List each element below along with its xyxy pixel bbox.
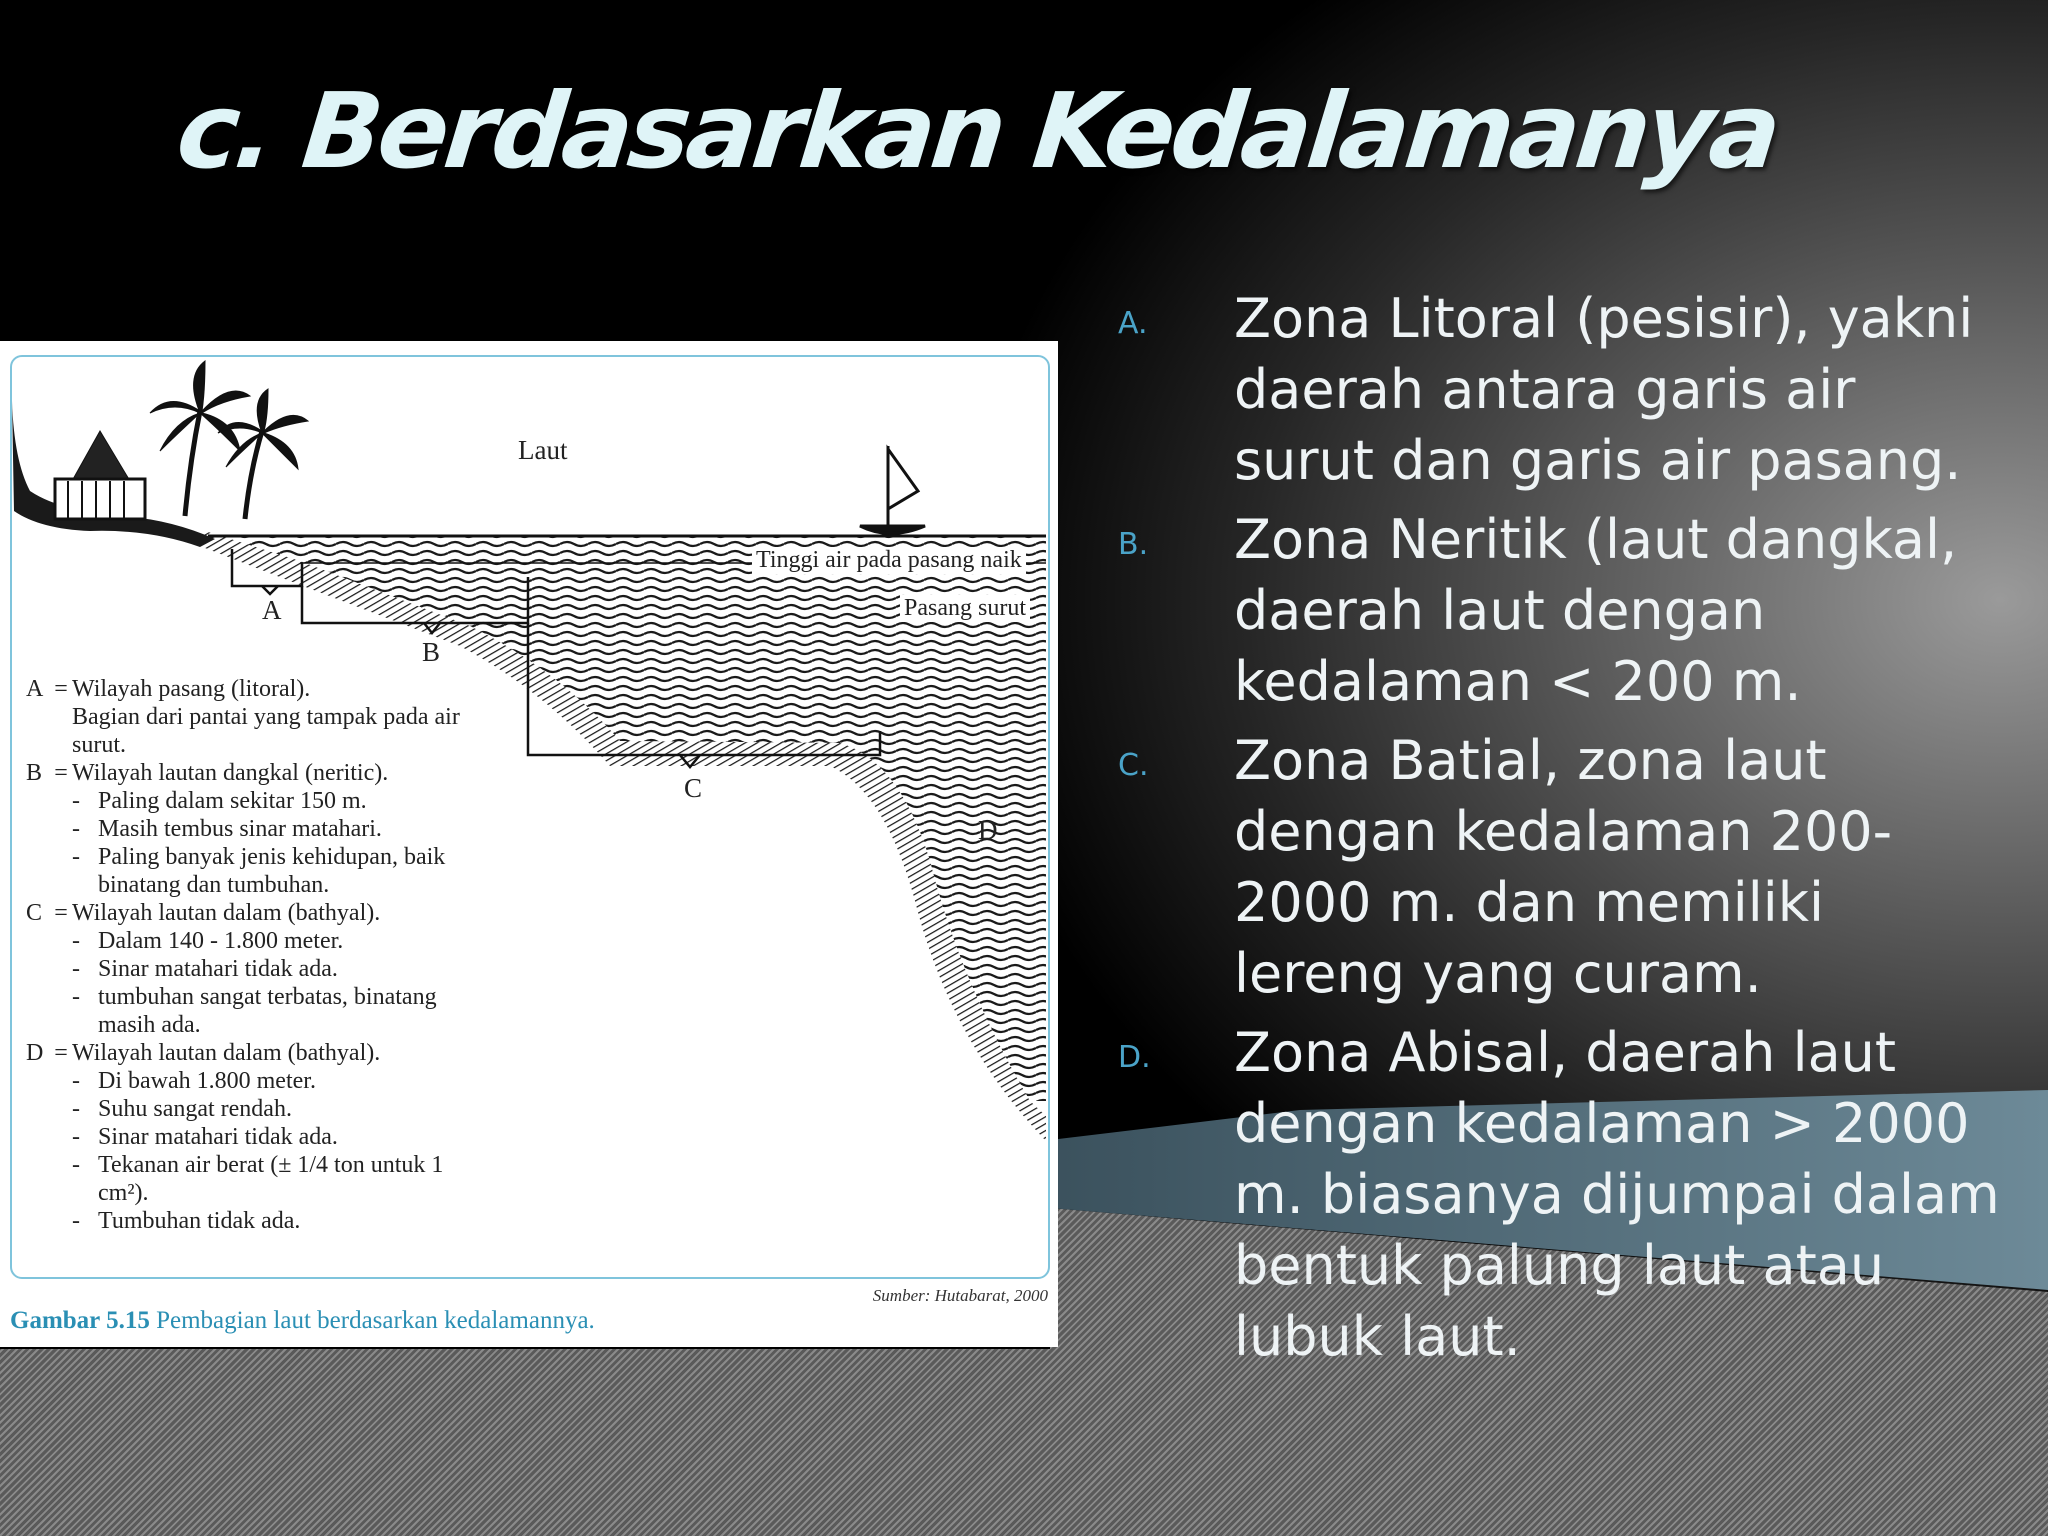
label-zone-d: D xyxy=(978,815,998,845)
legend-line: Bagian dari pantai yang tampak pada air xyxy=(72,704,460,730)
legend-equals: = xyxy=(54,900,68,926)
legend-item: - Paling dalam sekitar 150 m. xyxy=(72,788,367,814)
legend-entry-c xyxy=(26,899,506,1039)
list-text: Zona Litoral (pesisir), yakni daerah antara garis air surut dan garis air pasang. xyxy=(1234,287,1974,492)
legend-line: Wilayah lautan dangkal (neritic). xyxy=(72,760,389,786)
figure-legend xyxy=(26,675,506,1235)
legend-key: C xyxy=(26,900,43,926)
legend-item: - Sinar matahari tidak ada. xyxy=(72,956,338,982)
legend-line: Wilayah pasang (litoral). xyxy=(72,676,311,702)
legend-item: - tumbuhan sangat terbatas, binatang xyxy=(72,984,437,1010)
figure-caption xyxy=(10,1307,595,1335)
list-item xyxy=(1110,725,2010,1009)
legend-key: D xyxy=(26,1040,44,1066)
legend-item: - Di bawah 1.800 meter. xyxy=(72,1068,316,1094)
legend-item: cm²). xyxy=(98,1180,149,1206)
label-low-tide: Pasang surut xyxy=(900,595,1030,622)
figure-source: Sumber: Hutabarat, 2000 xyxy=(872,1286,1048,1305)
legend-equals: = xyxy=(54,760,68,786)
legend-item: binatang dan tumbuhan. xyxy=(98,872,330,898)
legend-item: - Paling banyak jenis kehidupan, baik xyxy=(72,844,446,870)
label-zone-c: C xyxy=(684,773,703,803)
legend-item: - Tumbuhan tidak ada. xyxy=(72,1208,301,1234)
list-item xyxy=(1110,1017,2010,1372)
label-laut: Laut xyxy=(518,435,568,465)
legend-item: - Sinar matahari tidak ada. xyxy=(72,1124,338,1150)
list-marker: B. xyxy=(1118,527,1149,562)
legend-line: surut. xyxy=(72,732,126,758)
hut xyxy=(55,431,145,519)
legend-item: - Masih tembus sinar matahari. xyxy=(72,816,382,842)
list-marker: A. xyxy=(1118,306,1148,341)
legend-item: - Suhu sangat rendah. xyxy=(72,1096,292,1122)
list-text: Zona Batial, zona laut dengan kedalaman 200-2000 m. dan memiliki lereng yang curam. xyxy=(1234,729,1893,1005)
slide-title: c. Berdasarkan Kedalamanya xyxy=(171,70,1783,192)
legend-key: B xyxy=(26,760,43,786)
zone-list xyxy=(1110,283,2010,1380)
legend-key: A xyxy=(26,676,44,702)
legend-entry-b xyxy=(26,759,506,899)
list-text: Zona Abisal, daerah laut dengan kedalaman > 2000 m. biasanya dijumpai dalam bentuk palung laut atau lubuk laut. xyxy=(1234,1021,2000,1368)
legend-item: - Tekanan air berat (± 1/4 ton untuk 1 xyxy=(72,1152,444,1178)
legend-line: Wilayah lautan dalam (bathyal). xyxy=(72,900,381,926)
list-item xyxy=(1110,283,2010,496)
sailboat xyxy=(860,446,925,534)
label-high-tide: Tinggi air pada pasang naik xyxy=(752,547,1026,574)
caption-number: Gambar 5.15 xyxy=(10,1307,150,1334)
legend-item: masih ada. xyxy=(98,1012,201,1038)
list-marker: C. xyxy=(1118,748,1149,783)
list-text: Zona Neritik (laut dangkal, daerah laut dengan kedalaman < 200 m. xyxy=(1234,508,1958,713)
legend-equals: = xyxy=(54,1040,68,1066)
palm-trees xyxy=(150,361,308,519)
legend-entry-d xyxy=(26,1039,506,1235)
caption-text: Pembagian laut berdasarkan kedalamannya. xyxy=(156,1307,595,1334)
legend-entry-a xyxy=(26,675,506,759)
list-marker: D. xyxy=(1118,1040,1151,1075)
legend-line: Wilayah lautan dalam (bathyal). xyxy=(72,1040,381,1066)
legend-equals: = xyxy=(54,676,68,702)
list-item xyxy=(1110,504,2010,717)
label-zone-b: B xyxy=(422,637,441,667)
label-zone-a: A xyxy=(262,595,282,625)
legend-item: - Dalam 140 - 1.800 meter. xyxy=(72,928,344,954)
ocean-zone-figure xyxy=(0,341,1058,1347)
